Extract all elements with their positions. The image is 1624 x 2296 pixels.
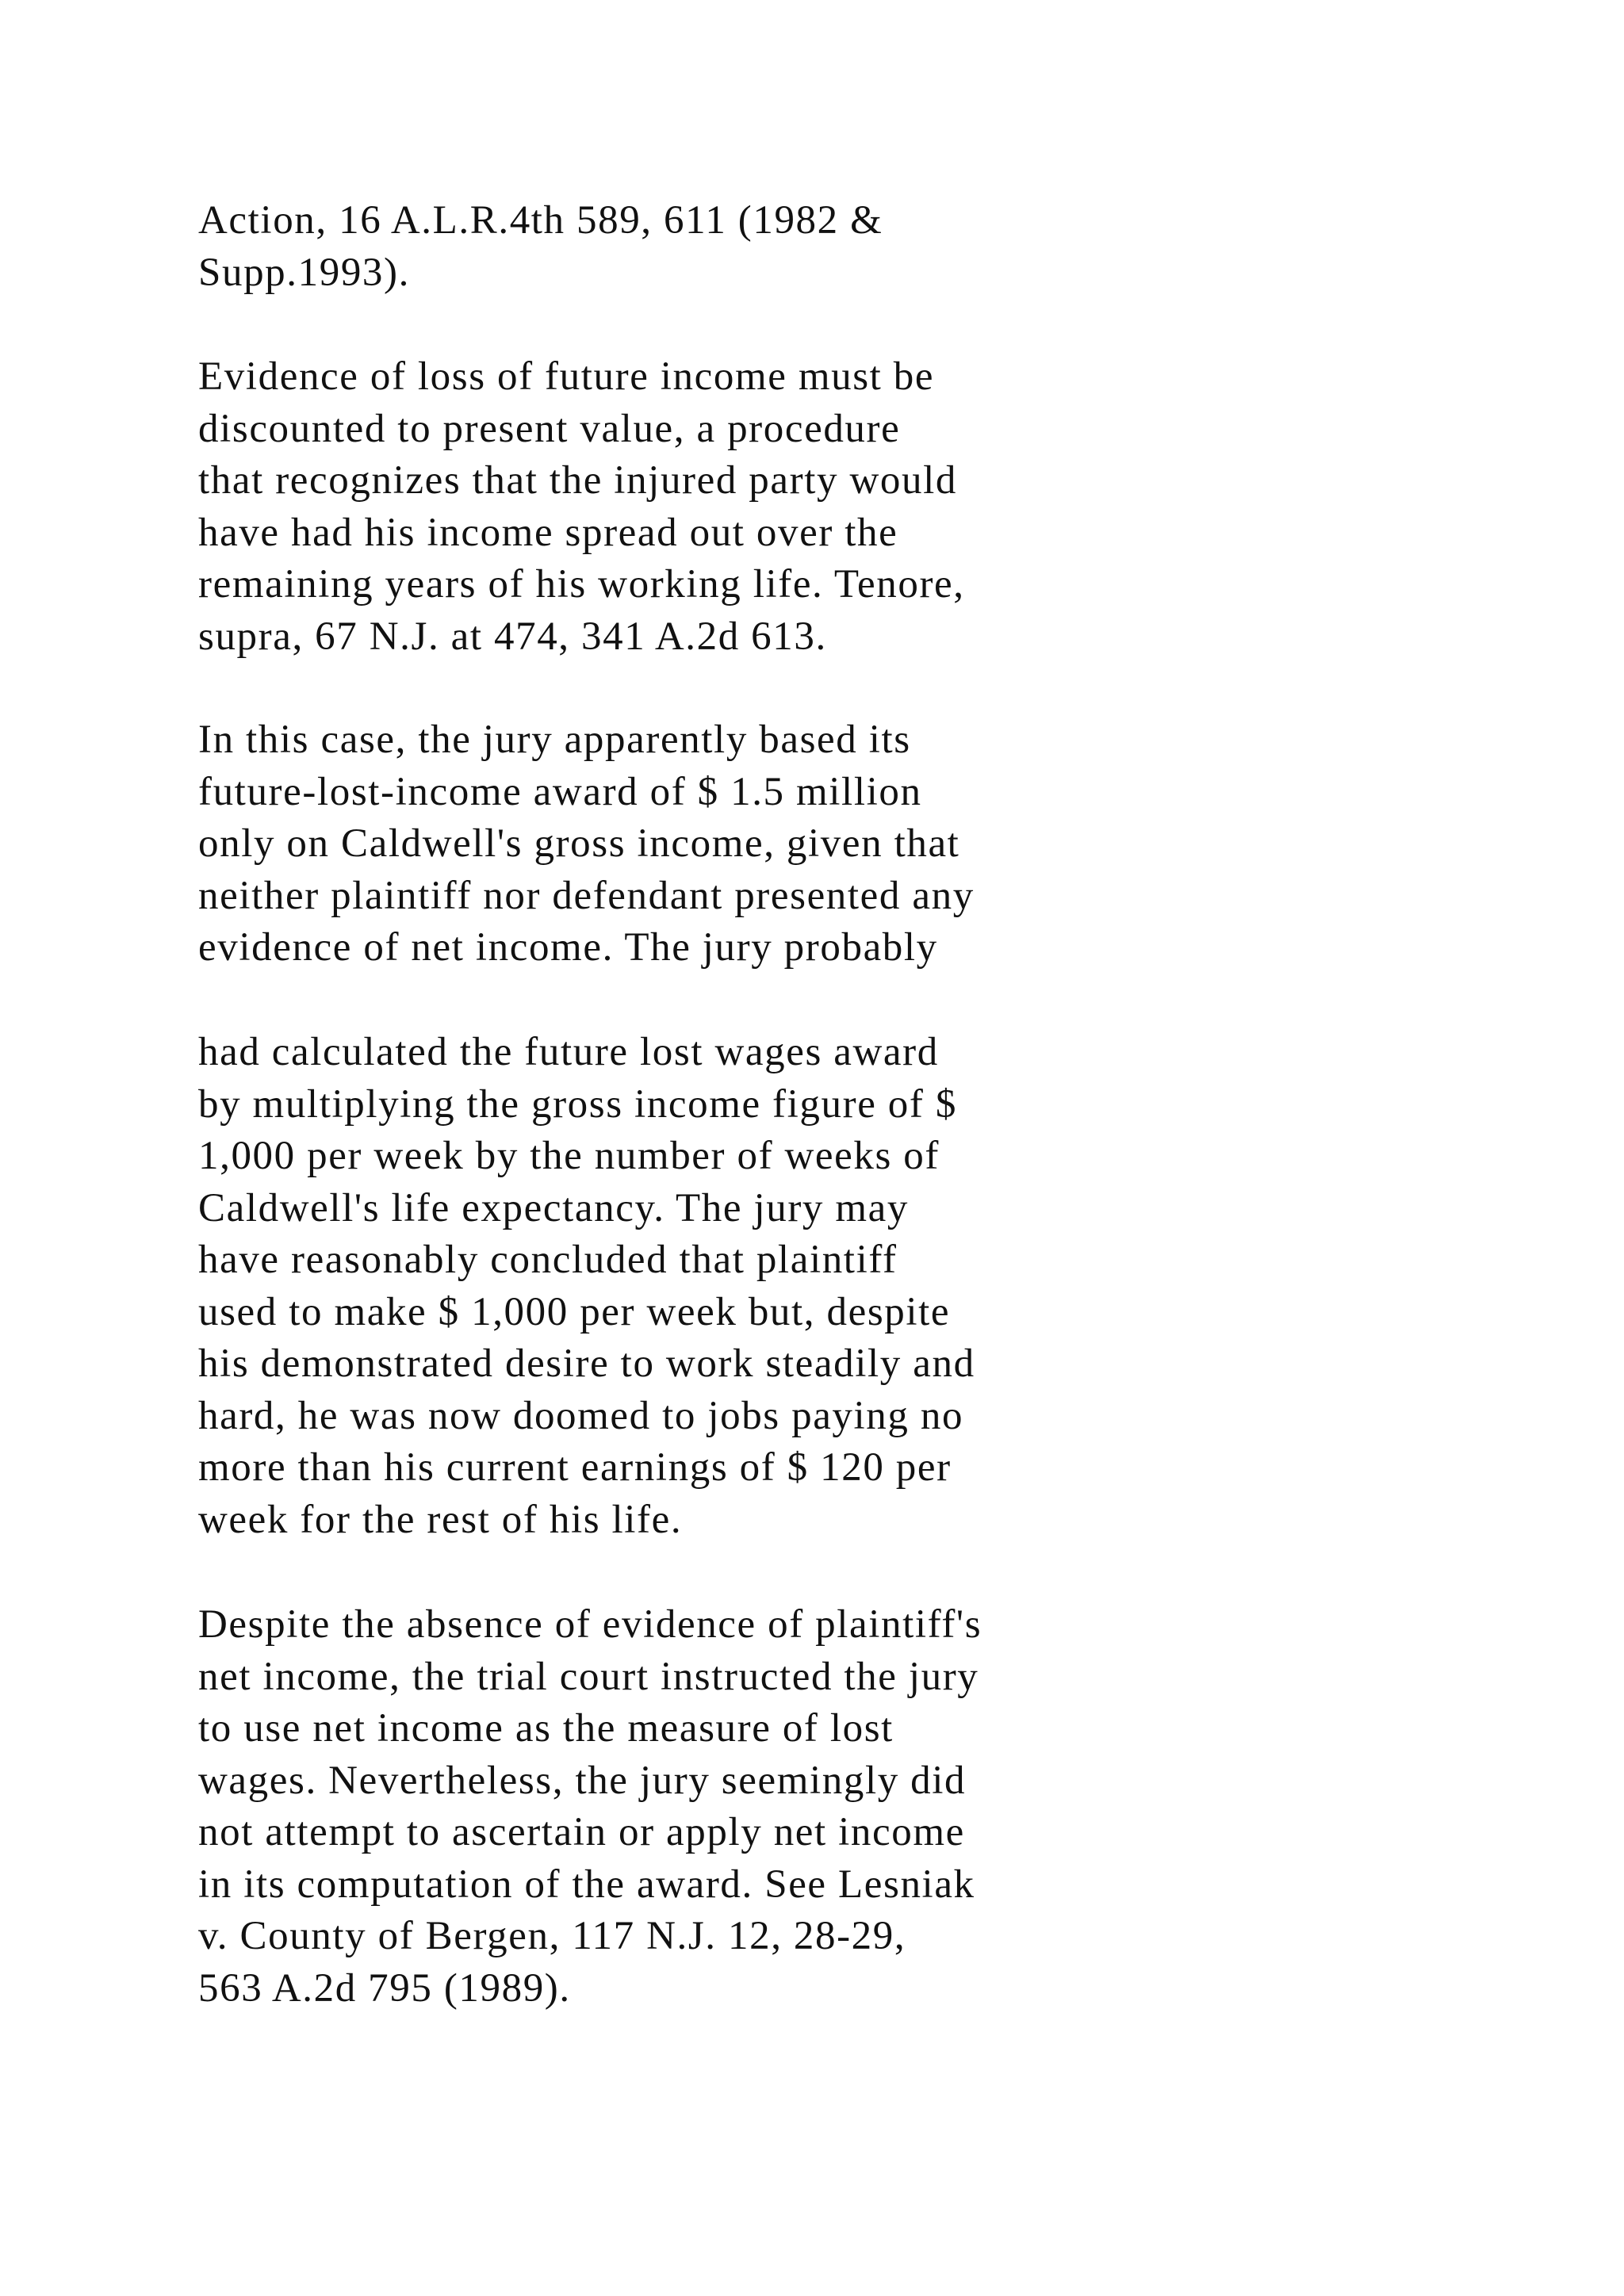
text-line: hard, he was now doomed to jobs paying no: [198, 1393, 964, 1438]
text-line: by multiplying the gross income figure of $: [198, 1081, 957, 1127]
text-line: had calculated the future lost wages award: [198, 1030, 939, 1074]
text-line: used to make $ 1,000 per week but, despite: [198, 1289, 951, 1334]
text-line: his demonstrated desire to work steadily and: [198, 1341, 975, 1386]
text-line: future-lost-income award of $ 1.5 million: [198, 769, 922, 814]
paragraph-citation-continuation: [198, 195, 883, 299]
paragraph-jury-gross-income: [198, 714, 975, 974]
text-line: v. County of Bergen, 117 N.J. 12, 28-29,: [198, 1914, 906, 1958]
paragraph-net-income-instruction: [198, 1599, 982, 2015]
text-line: Despite the absence of evidence of plaintiff's: [198, 1602, 982, 1647]
text-line: Supp.1993).: [198, 250, 410, 295]
text-line: to use net income as the measure of lost: [198, 1706, 894, 1751]
text-line: In this case, the jury apparently based its: [198, 718, 911, 762]
text-line: have had his income spread out over the: [198, 510, 898, 555]
text-line: wages. Nevertheless, the jury seemingly did: [198, 1758, 967, 1803]
paragraph-lost-wages-calculation: [198, 1027, 975, 1546]
text-line: supra, 67 N.J. at 474, 341 A.2d 613.: [198, 614, 827, 659]
text-line: neither plaintiff nor defendant presented any: [198, 873, 975, 918]
text-line: Action, 16 A.L.R.4th 589, 611 (1982 &: [198, 198, 883, 243]
text-line: 563 A.2d 795 (1989).: [198, 1965, 571, 2011]
text-line: not attempt to ascertain or apply net income: [198, 1810, 965, 1854]
text-line: remaining years of his working life. Tenore,: [198, 562, 965, 607]
text-line: 1,000 per week by the number of weeks of: [198, 1134, 940, 1178]
paragraph-discount-present-value: [198, 351, 965, 663]
text-line: discounted to present value, a procedure: [198, 406, 901, 451]
text-line: net income, the trial court instructed the jury: [198, 1654, 979, 1699]
text-line: only on Caldwell's gross income, given that: [198, 821, 960, 866]
text-line: that recognizes that the injured party would: [198, 458, 957, 503]
text-line: Caldwell's life expectancy. The jury may: [198, 1185, 909, 1230]
text-line: evidence of net income. The jury probably: [198, 925, 938, 970]
text-line: have reasonably concluded that plaintiff: [198, 1238, 898, 1282]
text-line: week for the rest of his life.: [198, 1497, 683, 1542]
text-line: more than his current earnings of $ 120 per: [198, 1445, 952, 1490]
text-line: Evidence of loss of future income must be: [198, 354, 935, 399]
text-line: in its computation of the award. See Lesniak: [198, 1862, 975, 1907]
